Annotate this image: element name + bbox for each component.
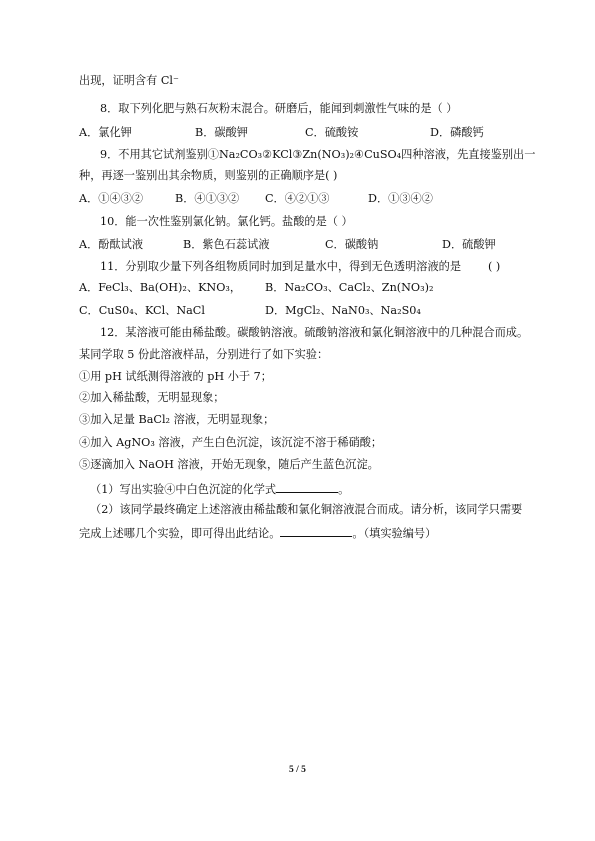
page-number: 5 / 5 — [289, 765, 306, 775]
text-segment: D．①③④② — [368, 192, 433, 205]
fill-in-question — [79, 525, 436, 541]
text-segment: D．硫酸钾 — [442, 238, 496, 251]
text-segment: 种，再逐一鉴别出其余物质，则鉴别的正确顺序是( ) — [79, 169, 338, 182]
text-segment: A．酚酞试液 — [79, 238, 144, 251]
text-segment: 9．不用其它试剂鉴别①Na₂CO₃②KCl③Zn(NO₃)₂④CuSO₄四种溶液，先直接鉴别出一 — [100, 148, 536, 161]
text-segment: C．硫酸铵 — [305, 126, 359, 139]
text-segment: 11．分别取少量下列各组物质同时加到足量水中，得到无色透明溶液的是 — [100, 260, 462, 273]
text-segment: C．④②①③ — [265, 192, 330, 205]
text-segment: A．FeCl₃、Ba(OH)₂、KNO₃， — [79, 281, 242, 294]
question-text: 完成上述哪几个实验，即可得出此结论。 — [79, 527, 281, 540]
text-segment: B．紫色石蕊试液 — [183, 238, 270, 251]
text-segment: C．CuS0₄、KCl、NaCl — [79, 304, 205, 317]
text-segment: B．Na₂CO₃、CaCl₂、Zn(NO₃)₂ — [265, 281, 434, 294]
text-segment: 出现，证明含有 Cl⁻ — [79, 74, 179, 87]
answer-blank[interactable] — [280, 525, 352, 537]
text-segment: ⑤逐滴加入 NaOH 溶液，开始无现象，随后产生蓝色沉淀。 — [79, 458, 379, 471]
text-segment: D．磷酸钙 — [430, 126, 484, 139]
answer-blank[interactable] — [276, 481, 338, 493]
question-suffix: 。 — [338, 483, 350, 496]
text-segment: ( ) — [488, 260, 501, 273]
text-segment: ③加入足量 BaCl₂ 溶液，无明显现象； — [79, 413, 275, 426]
text-segment: A．氯化钾 — [79, 126, 132, 139]
text-segment: D．MgCl₂、NaN0₃、Na₂S0₄ — [265, 304, 421, 317]
question-text: （1）写出实验④中白色沉淀的化学式 — [90, 483, 277, 496]
text-segment: ①用 pH 试纸测得溶液的 pH 小于 7； — [79, 370, 272, 383]
fill-in-question — [90, 481, 349, 497]
text-segment: B．碳酸钾 — [195, 126, 248, 139]
text-segment: （2）该同学最终确定上述溶液由稀盐酸和氯化铜溶液混合而成。请分析，该同学只需要 — [90, 503, 523, 516]
question-suffix: 。（填实验编号） — [352, 527, 437, 540]
text-segment: 12．某溶液可能由稀盐酸。碳酸钠溶液。硫酸钠溶液和氯化铜溶液中的几种混合而成。 — [100, 326, 529, 339]
text-segment: ④加入 AgNO₃ 溶液，产生白色沉淀，该沉淀不溶于稀硝酸； — [79, 436, 383, 449]
text-segment: 某同学取 5 份此溶液样品，分别进行了如下实验： — [79, 348, 329, 361]
text-segment: A．①④③② — [79, 192, 144, 205]
text-segment: B．④①③② — [175, 192, 240, 205]
text-segment: 10．能一次性鉴别氯化钠。氯化钙。盐酸的是（ ） — [100, 215, 353, 228]
text-segment: C．碳酸钠 — [325, 238, 379, 251]
text-segment: ②加入稀盐酸，无明显现象； — [79, 391, 225, 404]
text-segment: 8．取下列化肥与熟石灰粉末混合。研磨后，能闻到刺激性气味的是（ ） — [100, 102, 458, 115]
